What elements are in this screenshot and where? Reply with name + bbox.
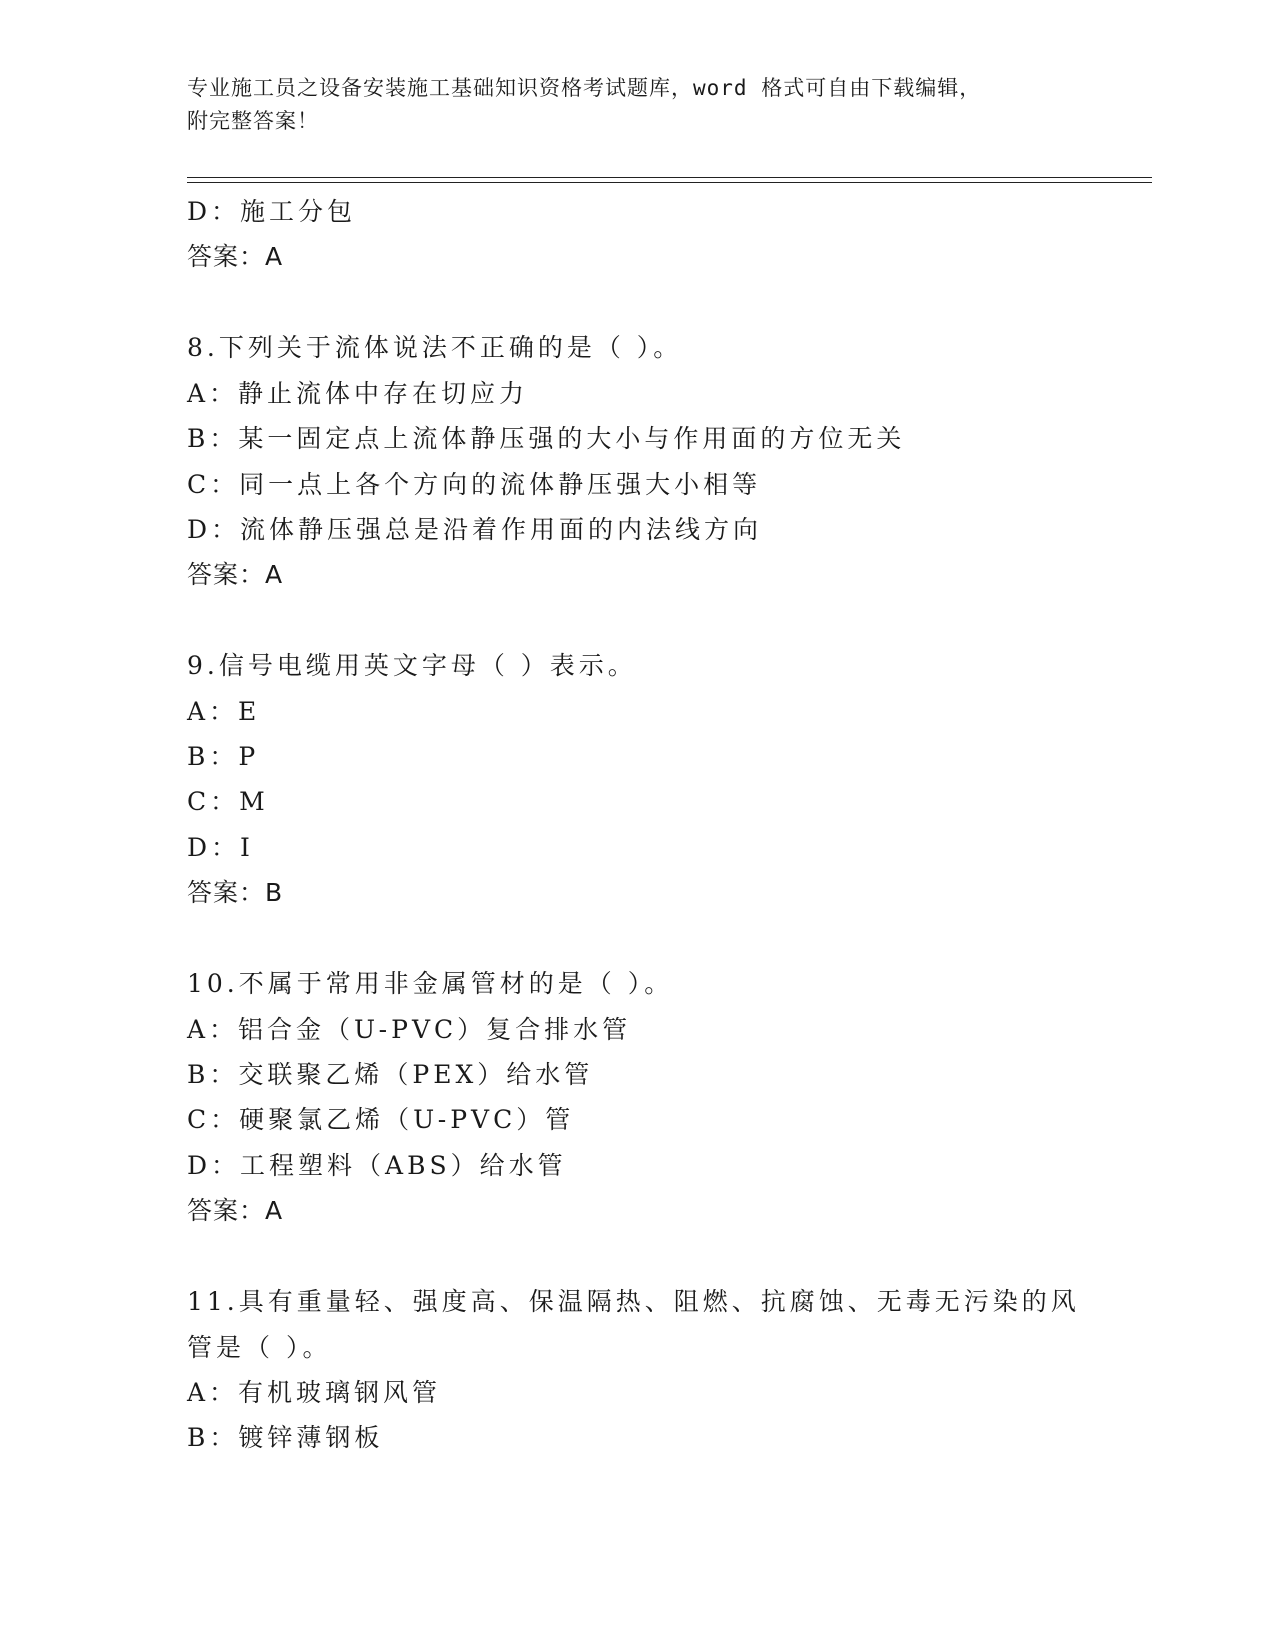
option-line: A：铝合金（U-PVC）复合排水管 (187, 1014, 632, 1044)
option-line: B：某一固定点上流体静压强的大小与作用面的方位无关 (187, 424, 906, 454)
question-line: 8.下列关于流体说法不正确的是（ ）。 (187, 333, 683, 363)
answer-line: 答案：A (187, 1196, 284, 1226)
header-divider-bottom (187, 182, 1152, 183)
option-line: A：E (187, 696, 261, 726)
document-header (187, 72, 1087, 138)
question-line: 11.具有重量轻、强度高、保温隔热、阻燃、抗腐蚀、无毒无污染的风 (187, 1287, 1080, 1317)
option-line: D：工程塑料（ABS）给水管 (187, 1150, 567, 1180)
header-line-2: 附完整答案！ (187, 109, 319, 133)
question-list (187, 189, 1152, 1461)
option-line: A：有机玻璃钢风管 (187, 1377, 442, 1407)
option-line: D：施工分包 (187, 197, 357, 226)
option-line: C：M (187, 787, 269, 817)
option-line: C：硬聚氯乙烯（U-PVC）管 (187, 1105, 575, 1135)
option-line: A：静止流体中存在切应力 (187, 378, 529, 408)
answer-line: 答案：A (187, 560, 284, 590)
option-line: B：交联聚乙烯（PEX）给水管 (187, 1060, 594, 1090)
header-line-1: 专业施工员之设备安装施工基础知识资格考试题库，word 格式可自由下载编辑， (187, 76, 982, 100)
option-line: D：流体静压强总是沿着作用面的内法线方向 (187, 514, 763, 544)
question-line: 10.不属于常用非金属管材的是（ ）。 (187, 969, 674, 999)
question-line: 9.信号电缆用英文字母（ ）表示。 (187, 651, 637, 681)
option-line: B：P (187, 742, 260, 772)
answer-line: 答案：B (187, 878, 284, 908)
header-divider-top (187, 177, 1152, 178)
question-continuation-line: 管是（ ）。 (187, 1332, 332, 1362)
option-line: D：I (187, 832, 254, 862)
answer-line: 答案：A (187, 242, 284, 272)
option-line: C：同一点上各个方向的流体静压强大小相等 (187, 469, 762, 499)
option-line: B：镀锌薄钢板 (187, 1423, 384, 1453)
